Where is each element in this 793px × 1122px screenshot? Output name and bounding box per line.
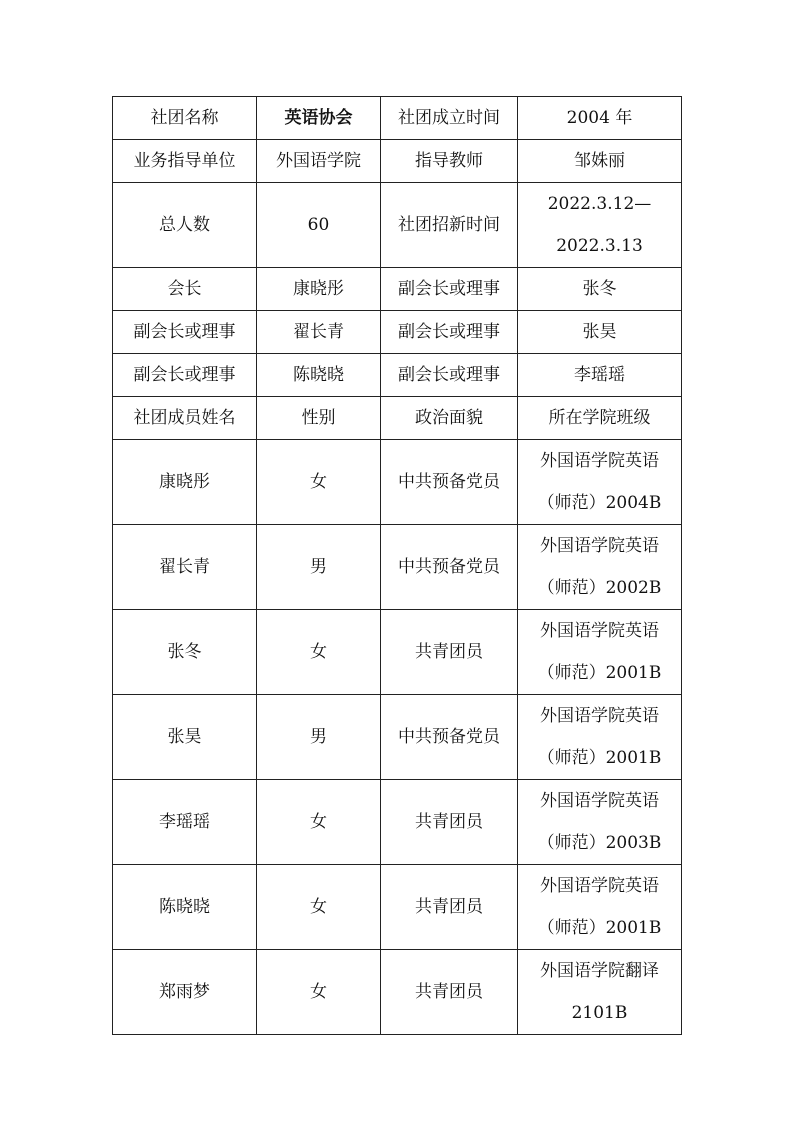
member-politics: 中共预备党员 <box>381 695 518 780</box>
info-row-vp2 <box>113 311 682 354</box>
member-class <box>518 865 682 950</box>
president-value: 康晓彤 <box>257 268 381 311</box>
member-politics: 共青团员 <box>381 780 518 865</box>
info-row-total <box>113 183 682 268</box>
header-class: 所在学院班级 <box>518 397 682 440</box>
member-gender: 女 <box>257 780 381 865</box>
member-class-line1: 外国语学院英语 <box>540 451 659 471</box>
table-row <box>113 695 682 780</box>
member-class-line1: 外国语学院英语 <box>540 536 659 556</box>
header-politics: 政治面貌 <box>381 397 518 440</box>
vp-label: 副会长或理事 <box>381 354 518 397</box>
member-class <box>518 780 682 865</box>
club-name-label: 社团名称 <box>113 97 257 140</box>
member-gender: 男 <box>257 695 381 780</box>
vp-label: 副会长或理事 <box>381 268 518 311</box>
teacher-value: 邹姝丽 <box>518 140 682 183</box>
vp-value: 张昊 <box>518 311 682 354</box>
table-row <box>113 440 682 525</box>
member-class <box>518 950 682 1035</box>
member-politics: 中共预备党员 <box>381 525 518 610</box>
table-row <box>113 525 682 610</box>
info-row-vp3 <box>113 354 682 397</box>
members-header-row <box>113 397 682 440</box>
table-row <box>113 610 682 695</box>
total-value: 60 <box>257 183 381 268</box>
member-class-line2: （师范）2001B <box>537 748 662 768</box>
club-info-table <box>112 96 682 1035</box>
member-class-line1: 外国语学院英语 <box>540 876 659 896</box>
member-gender: 男 <box>257 525 381 610</box>
teacher-label: 指导教师 <box>381 140 518 183</box>
member-class-line2: （师范）2002B <box>537 578 662 598</box>
member-gender: 女 <box>257 950 381 1035</box>
member-class-line1: 外国语学院英语 <box>540 791 659 811</box>
member-class <box>518 525 682 610</box>
president-label: 会长 <box>113 268 257 311</box>
member-name: 张冬 <box>113 610 257 695</box>
vp-value: 张冬 <box>518 268 682 311</box>
recruit-end: 2022.3.13 <box>556 236 643 256</box>
info-row-president <box>113 268 682 311</box>
vp-value: 陈晓晓 <box>257 354 381 397</box>
member-class-line1: 外国语学院英语 <box>540 621 659 641</box>
header-name: 社团成员姓名 <box>113 397 257 440</box>
member-class-line1: 外国语学院英语 <box>540 706 659 726</box>
vp-label: 副会长或理事 <box>113 311 257 354</box>
vp-label: 副会长或理事 <box>381 311 518 354</box>
info-row-club-name <box>113 97 682 140</box>
header-gender: 性别 <box>257 397 381 440</box>
member-class <box>518 695 682 780</box>
member-politics: 共青团员 <box>381 865 518 950</box>
total-label: 总人数 <box>113 183 257 268</box>
info-row-unit <box>113 140 682 183</box>
recruit-label: 社团招新时间 <box>381 183 518 268</box>
member-class-line1: 外国语学院翻译 <box>540 961 659 981</box>
recruit-start: 2022.3.12— <box>547 194 652 214</box>
table-row <box>113 950 682 1035</box>
unit-value: 外国语学院 <box>257 140 381 183</box>
member-class <box>518 440 682 525</box>
member-class-line2: （师范）2004B <box>537 493 662 513</box>
founded-value: 2004 年 <box>518 97 682 140</box>
recruit-value <box>518 183 682 268</box>
vp-label: 副会长或理事 <box>113 354 257 397</box>
member-politics: 中共预备党员 <box>381 440 518 525</box>
member-name: 李瑶瑶 <box>113 780 257 865</box>
member-name: 郑雨梦 <box>113 950 257 1035</box>
member-gender: 女 <box>257 440 381 525</box>
member-class-line2: （师范）2003B <box>537 833 662 853</box>
member-name: 陈晓晓 <box>113 865 257 950</box>
member-gender: 女 <box>257 865 381 950</box>
member-name: 康晓彤 <box>113 440 257 525</box>
club-name: 英语协会 <box>257 97 381 140</box>
vp-value: 翟长青 <box>257 311 381 354</box>
member-name: 翟长青 <box>113 525 257 610</box>
member-name: 张昊 <box>113 695 257 780</box>
member-politics: 共青团员 <box>381 950 518 1035</box>
member-class-line2: （师范）2001B <box>537 918 662 938</box>
member-class-line2: （师范）2001B <box>537 663 662 683</box>
member-politics: 共青团员 <box>381 610 518 695</box>
table-row <box>113 865 682 950</box>
table-row <box>113 780 682 865</box>
member-class <box>518 610 682 695</box>
vp-value: 李瑶瑶 <box>518 354 682 397</box>
member-class-line2: 2101B <box>571 1003 628 1023</box>
founded-label: 社团成立时间 <box>381 97 518 140</box>
member-gender: 女 <box>257 610 381 695</box>
unit-label: 业务指导单位 <box>113 140 257 183</box>
